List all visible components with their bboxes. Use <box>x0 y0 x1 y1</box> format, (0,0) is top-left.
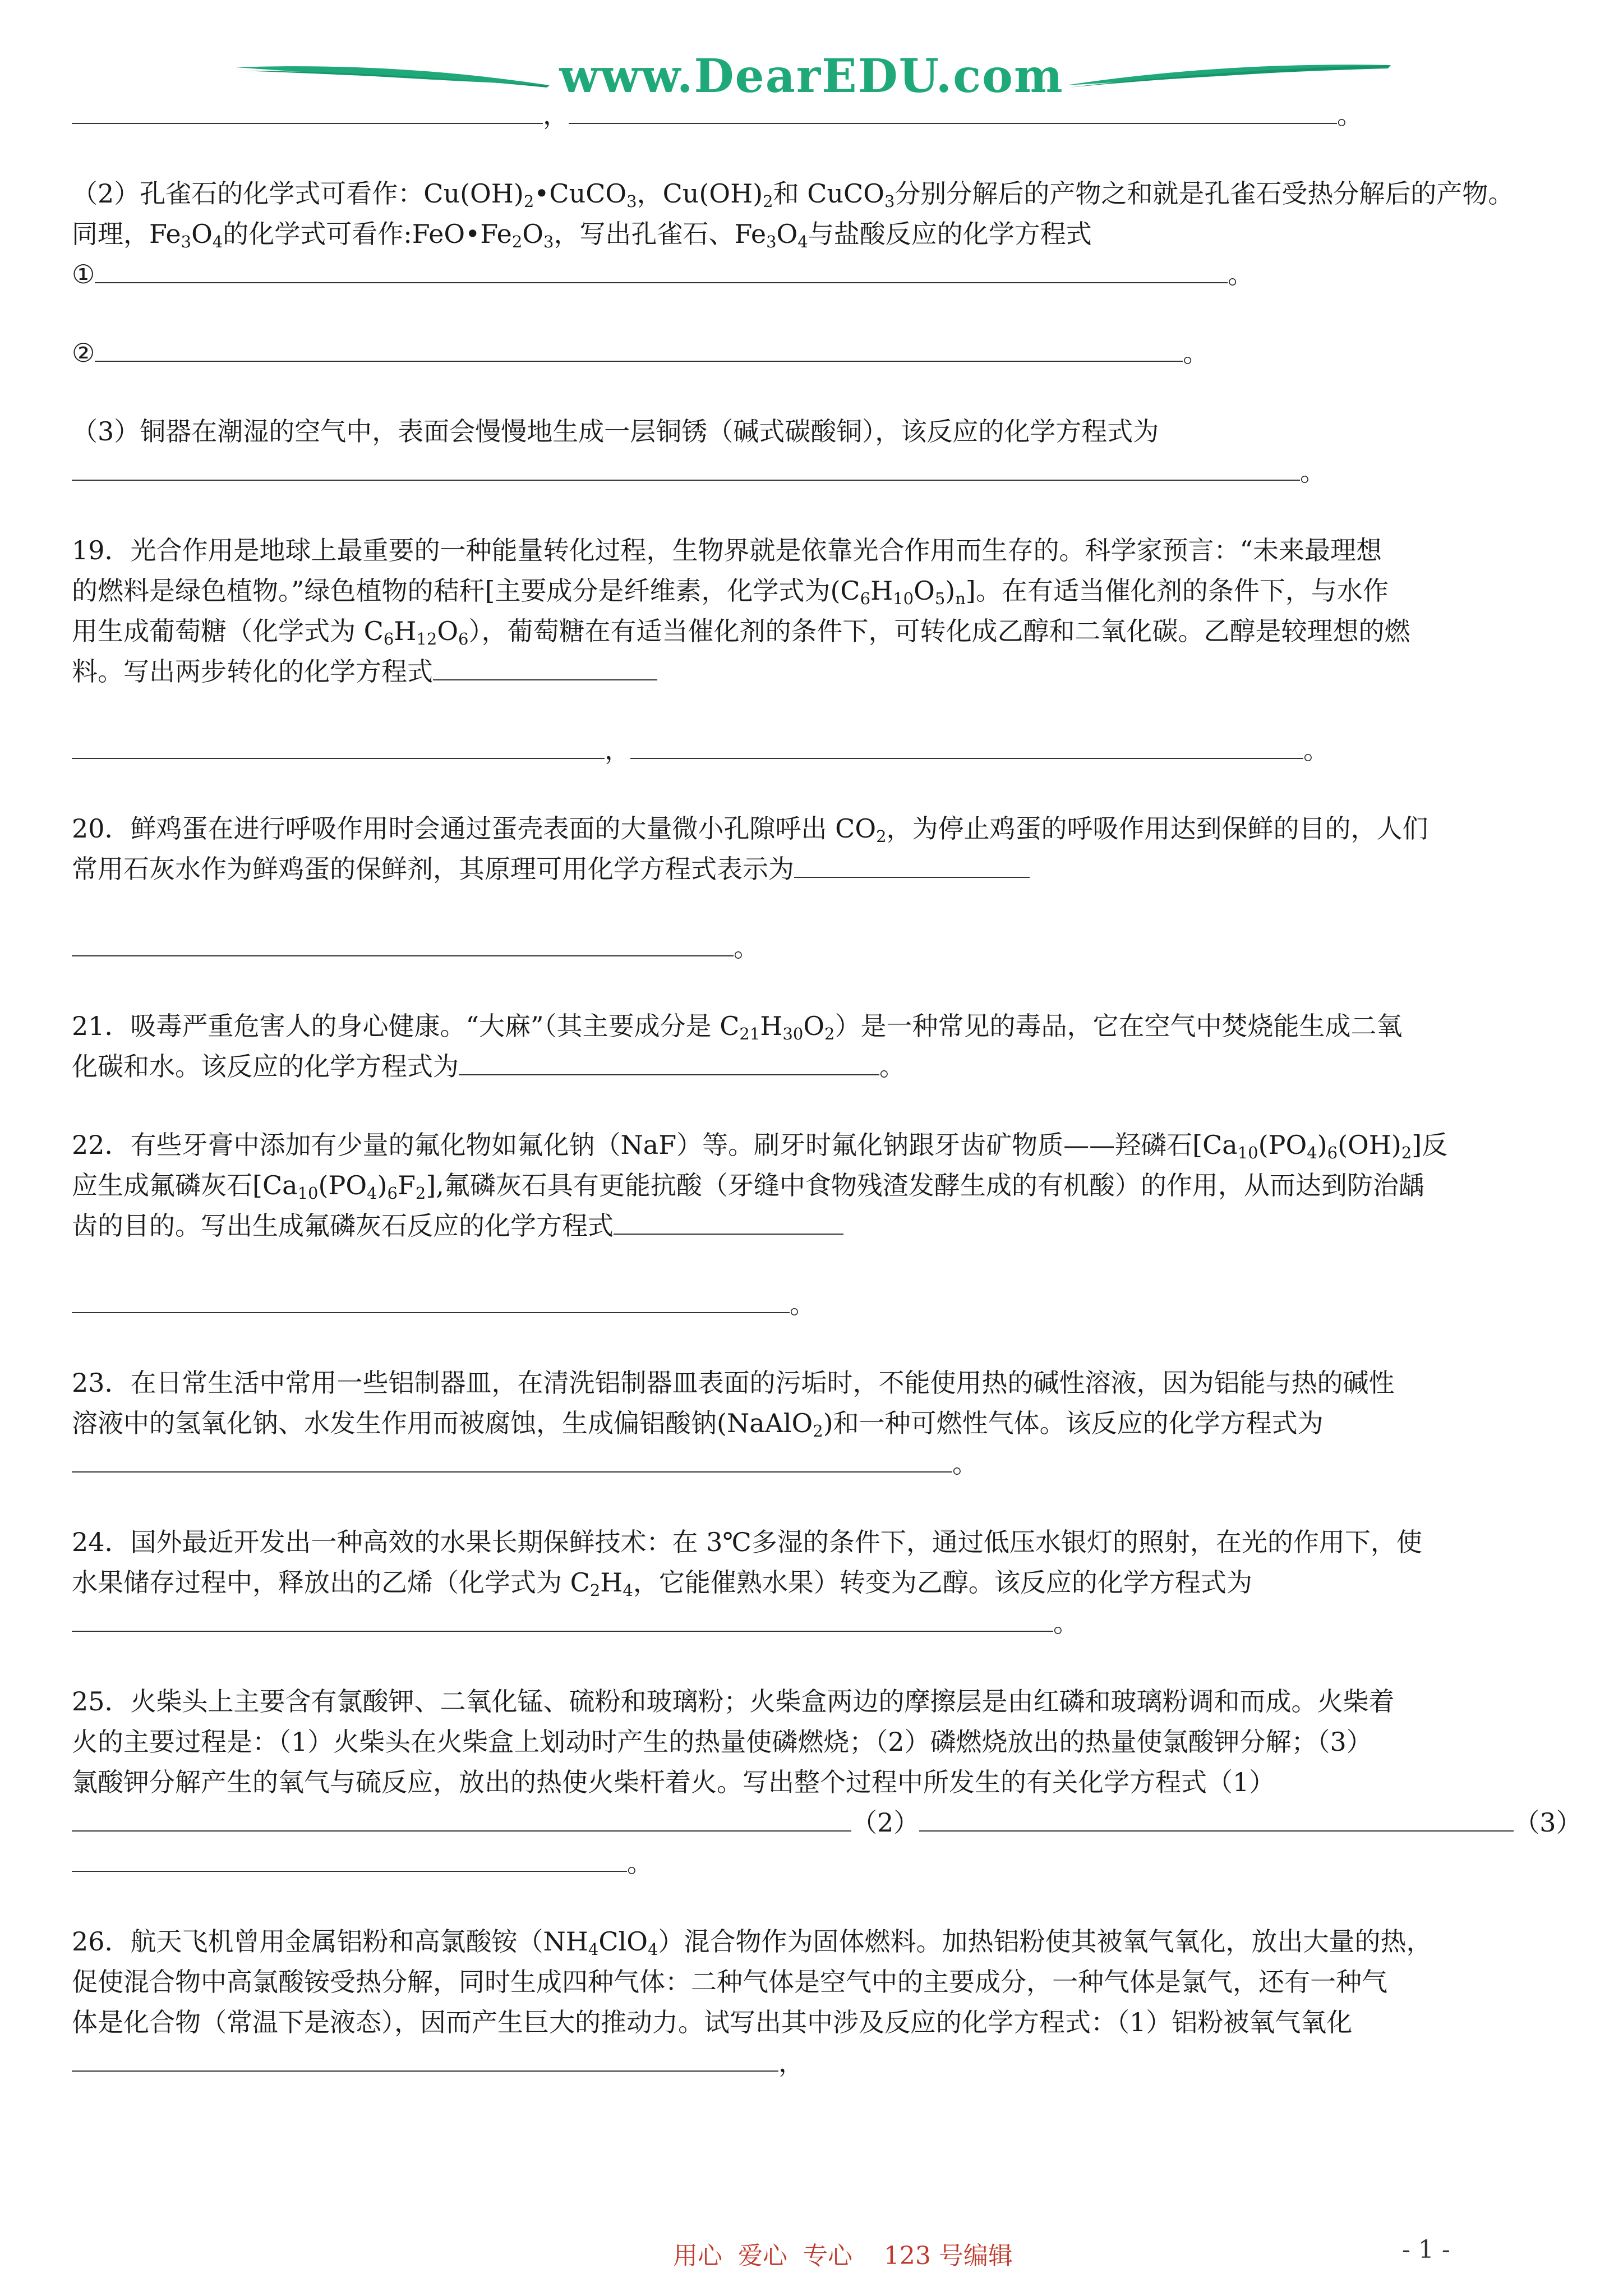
subscript: 12 <box>416 629 437 648</box>
answer-blank[interactable] <box>72 463 1300 481</box>
subscript: 4 <box>1307 1143 1317 1162</box>
text-run: 。 <box>1337 100 1363 130</box>
text-run: ，它能催熟水果）转变为乙醇。该反应的化学方程式为 <box>633 1567 1252 1598</box>
line-4 <box>72 257 1253 291</box>
text-run: ， <box>605 735 630 765</box>
text-run: ]反 <box>1412 1130 1448 1160</box>
text-run: 。 <box>734 932 759 963</box>
text-run: O <box>522 219 544 249</box>
text-run: •CuCO <box>534 178 627 209</box>
subscript: 6 <box>1327 1143 1338 1162</box>
text-run: ) <box>945 576 956 606</box>
text-run: （3）铜器在潮湿的空气中，表面会慢慢地生成一层铜锈（碱式碳酸铜），该反应的化学方程式为 <box>72 416 1159 447</box>
text-run: 的化学式可看作:FeO•Fe <box>223 219 512 249</box>
text-run: ClO <box>598 1926 648 1957</box>
text-run: 。 <box>1228 259 1254 289</box>
text-run: 水果储存过程中，释放出的乙烯（化学式为 C <box>72 1567 590 1598</box>
text-run: O <box>191 219 213 249</box>
subscript: 21 <box>739 1024 760 1043</box>
line-35 <box>72 2005 1352 2039</box>
subscript: 2 <box>813 1421 823 1441</box>
text-run: ， <box>778 2047 804 2078</box>
text-run: 化碳和水。该反应的化学方程式为 <box>72 1051 459 1082</box>
line-25 <box>72 1525 1422 1559</box>
answer-blank[interactable] <box>72 1854 627 1872</box>
answer-blank[interactable] <box>95 265 1228 283</box>
line-34 <box>72 1965 1387 1999</box>
line-20 <box>72 1209 843 1243</box>
subscript: 10 <box>1237 1143 1258 1162</box>
text-run: （2）孔雀石的化学式可看作：Cu(OH) <box>72 178 524 209</box>
text-run: 25．火柴头上主要含有氯酸钾、二氧化锰、硫粉和玻璃粉；火柴盒两边的摩擦层是由红磷和玻璃粉调和而成。火柴着 <box>72 1686 1395 1717</box>
text-run: H <box>394 616 417 646</box>
line-18 <box>72 1128 1447 1162</box>
line-30 <box>72 1765 1275 1799</box>
subscript: 30 <box>782 1024 804 1043</box>
line-31 <box>72 1806 1582 1839</box>
line-24 <box>72 1447 978 1480</box>
line-8 <box>72 533 1382 567</box>
answer-blank[interactable] <box>433 662 657 680</box>
page-footer <box>0 2235 1623 2269</box>
subscript: n <box>955 589 966 608</box>
answer-blank[interactable] <box>72 938 734 956</box>
text-run: O <box>914 576 935 606</box>
subscript: 3 <box>884 192 895 211</box>
text-run: O <box>437 616 459 646</box>
text-run: 体是化合物（常温下是液态），因而产生巨大的推动力。试写出其中涉及反应的化学方程式：（1）铝粉被氧气氧化 <box>72 2007 1353 2037</box>
text-run: 。 <box>1303 735 1329 765</box>
text-run: 26．航天飞机曾用金属铝粉和高氯酸铵（NH <box>72 1926 588 1957</box>
subscript: 3 <box>626 192 637 211</box>
text-run: 。 <box>790 1289 815 1319</box>
text-run: 火的主要过程是：（1）火柴头在火柴盒上划动时产生的热量使磷燃烧；（2）磷燃烧放出的热量使氯酸钾分解；（3） <box>72 1727 1372 1757</box>
text-run: 。 <box>879 1051 905 1082</box>
subscript: 6 <box>387 1184 398 1203</box>
text-run: 用生成葡萄糖（化学式为 C <box>72 616 384 646</box>
text-run: O <box>803 1011 825 1041</box>
subscript: 2 <box>511 232 523 251</box>
text-run: ， <box>543 100 569 130</box>
line-29 <box>72 1725 1372 1759</box>
text-run: （2） <box>851 1807 920 1838</box>
text-run: 20．鲜鸡蛋在进行呼吸作用时会通过蛋壳表面的大量微小孔隙呼出 CO <box>72 813 877 844</box>
answer-blank[interactable] <box>95 344 1183 362</box>
answer-blank[interactable] <box>919 1814 1514 1832</box>
subscript: 2 <box>824 1024 835 1043</box>
subscript: 2 <box>589 1581 601 1600</box>
text-run: 和 CuCO <box>773 178 884 209</box>
answer-blank[interactable] <box>72 106 543 124</box>
line-26 <box>72 1566 1252 1599</box>
text-run: ）是一种常见的毒品，它在空气中焚烧能生成二氧 <box>834 1011 1403 1041</box>
text-run: ，为停止鸡蛋的呼吸作用达到保鲜的目的，人们 <box>886 813 1428 844</box>
text-run: F <box>397 1170 416 1200</box>
text-run: 与盐酸反应的化学方程式 <box>808 219 1092 249</box>
text-run: 。 <box>1300 457 1326 487</box>
text-run: 23．在日常生活中常用一些铝制器皿，在清洗铝制器皿表面的污垢时，不能使用热的碱性溶液，因为铝能与热的碱性 <box>72 1368 1395 1398</box>
line-5 <box>72 336 1209 370</box>
answer-blank[interactable] <box>72 1295 790 1313</box>
line-36 <box>72 2046 804 2079</box>
page-number: - 1 - <box>1402 2235 1450 2264</box>
text-run: （3） <box>1514 1807 1582 1838</box>
subscript: 2 <box>763 192 773 211</box>
subscript: 6 <box>860 589 871 608</box>
line-11 <box>72 655 657 688</box>
text-run: ) <box>377 1170 388 1200</box>
answer-blank[interactable] <box>614 1217 843 1235</box>
subscript: 6 <box>383 629 394 648</box>
line-7 <box>72 455 1326 489</box>
line-28 <box>72 1685 1395 1718</box>
text-run: 22．有些牙膏中添加有少量的氟化物如氟化钠（NaF）等。刷牙时氟化钠跟牙齿矿物质——羟磷石[Ca <box>72 1130 1238 1160</box>
subscript: 4 <box>367 1184 377 1203</box>
text-run: H <box>600 1567 623 1598</box>
text-run: (PO <box>318 1170 367 1200</box>
text-run: ）混合物作为固体燃料。加热铝粉使其被氧气氧化，放出大量的热， <box>658 1926 1432 1957</box>
line-27 <box>72 1606 1079 1640</box>
line-19 <box>72 1168 1424 1202</box>
line-9 <box>72 574 1389 608</box>
subscript: 6 <box>458 629 469 648</box>
subscript: 3 <box>181 232 192 251</box>
line-32 <box>72 1846 653 1880</box>
line-12 <box>72 733 1329 767</box>
text-run: 19．光合作用是地球上最重要的一种能量转化过程，生物界就是依靠光合作用而生存的。科学家预言：“未来最理想 <box>72 535 1382 565</box>
text-run: (OH) <box>1338 1130 1401 1160</box>
text-run: 齿的目的。写出生成氟磷灰石反应的化学方程式 <box>72 1211 614 1241</box>
text-run: ) <box>1317 1130 1327 1160</box>
line-22 <box>72 1366 1395 1400</box>
line-1 <box>72 98 1363 132</box>
line-16 <box>72 1009 1403 1043</box>
subscript: 4 <box>797 232 808 251</box>
text-run: 。 <box>1053 1608 1079 1638</box>
line-33 <box>72 1925 1432 1958</box>
answer-blank[interactable] <box>72 2054 778 2072</box>
text-run: H <box>760 1011 783 1041</box>
text-run: ② <box>72 338 95 368</box>
text-run: 促使混合物中高氯酸铵受热分解，同时生成四种气体：二种气体是空气中的主要成分，一种气体是氯气，还有一种气 <box>72 1967 1387 1997</box>
text-run: ]。在有适当催化剂的条件下，与水作 <box>965 576 1389 606</box>
line-6 <box>72 415 1159 448</box>
text-run: 。 <box>627 1848 653 1878</box>
text-run: ，写出孔雀石、Fe <box>554 219 767 249</box>
text-run: 同理，Fe <box>72 219 181 249</box>
subscript: 10 <box>893 589 914 608</box>
line-13 <box>72 812 1428 845</box>
line-15 <box>72 931 759 964</box>
line-2 <box>72 177 1514 210</box>
answer-blank[interactable] <box>72 1455 952 1473</box>
text-run: ],氟磷灰石具有更能抗酸（牙缝中食物残渣发酵生成的有机酸）的作用，从而达到防治龋 <box>426 1170 1424 1200</box>
answer-blank[interactable] <box>72 1814 851 1832</box>
subscript: 2 <box>523 192 534 211</box>
text-run: ），葡萄糖在有适当催化剂的条件下，可转化成乙醇和二氧化碳。乙醇是较理想的燃 <box>468 616 1410 646</box>
line-17 <box>72 1050 905 1083</box>
subscript: 5 <box>934 589 946 608</box>
answer-blank[interactable] <box>72 1614 1053 1632</box>
text-run: ，Cu(OH) <box>637 178 763 209</box>
subscript: 4 <box>647 1940 658 1959</box>
text-run: H <box>870 576 893 606</box>
subscript: 2 <box>415 1184 426 1203</box>
text-run: O <box>776 219 798 249</box>
line-10 <box>72 614 1410 648</box>
text-run: )和一种可燃性气体。该反应的化学方程式为 <box>823 1408 1324 1438</box>
subscript: 4 <box>212 232 223 251</box>
text-run: 分别分解后的产物之和就是孔雀石受热分解后的产物。 <box>895 178 1514 209</box>
text-run: 溶液中的氢氧化钠、水发生作用而被腐蚀，生成偏铝酸钠(NaAlO <box>72 1408 813 1438</box>
line-3 <box>72 217 1092 251</box>
text-run: 料。写出两步转化的化学方程式 <box>72 656 433 687</box>
text-run: (PO <box>1258 1130 1307 1160</box>
subscript: 10 <box>297 1184 319 1203</box>
subscript: 3 <box>766 232 777 251</box>
text-run: 常用石灰水作为鲜鸡蛋的保鲜剂，其原理可用化学方程式表示为 <box>72 854 794 884</box>
line-14 <box>72 852 1030 886</box>
text-run: 的燃料是绿色植物。”绿色植物的秸秆[主要成分是纤维素，化学式为(C <box>72 576 860 606</box>
text-run: 24．国外最近开发出一种高效的水果长期保鲜技术：在 3℃多湿的条件下，通过低压水银灯的照射，在光的作用下，使 <box>72 1527 1422 1557</box>
text-run: 应生成氟磷灰石[Ca <box>72 1170 298 1200</box>
answer-blank[interactable] <box>459 1057 879 1075</box>
text-run: 。 <box>952 1448 978 1479</box>
text-run: 氯酸钾分解产生的氧气与硫反应，放出的热使火柴杆着火。写出整个过程中所发生的有关化学方程式（1） <box>72 1767 1275 1797</box>
answer-blank[interactable] <box>569 106 1337 124</box>
subscript: 2 <box>1401 1143 1412 1162</box>
subscript: 2 <box>876 827 887 846</box>
text-run: ① <box>72 259 95 289</box>
subscript: 3 <box>543 232 554 251</box>
text-run: 。 <box>1183 338 1209 368</box>
answer-blank[interactable] <box>794 860 1030 878</box>
footer-note: 用心 爱心 专心 123 号编辑 <box>673 2242 1013 2270</box>
site-logo[interactable]: www.DearEDU.com <box>559 49 1064 103</box>
text-run: 21．吸毒严重危害人的身心健康。“大麻”（其主要成分是 C <box>72 1011 740 1041</box>
answer-blank[interactable] <box>630 741 1303 759</box>
subscript: 4 <box>588 1940 599 1959</box>
subscript: 4 <box>623 1581 633 1600</box>
line-21 <box>72 1287 815 1321</box>
line-23 <box>72 1406 1324 1440</box>
answer-blank[interactable] <box>72 741 605 759</box>
